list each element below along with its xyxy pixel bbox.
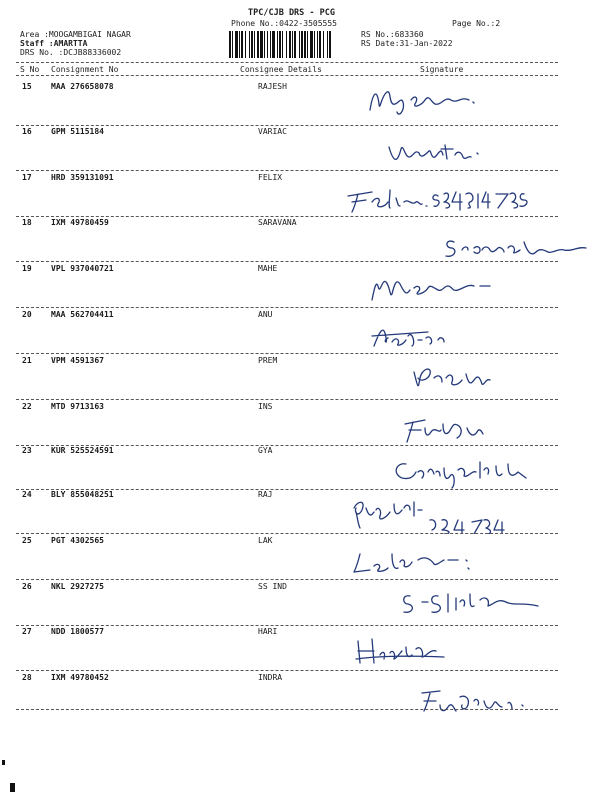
row-serial-number: 21 (22, 356, 32, 365)
row-serial-number: 28 (22, 673, 32, 682)
row-serial-number: 26 (22, 582, 32, 591)
col-sno: S No (20, 65, 40, 74)
row-consignment-number: KUR 525524591 (51, 446, 114, 455)
handwritten-signature (412, 683, 542, 715)
col-consignee-details: Consignee Details (240, 65, 322, 74)
handwritten-signature (388, 450, 548, 490)
handwritten-signature (398, 584, 548, 620)
staff-label: Staff :AMARTTA (20, 39, 88, 48)
row-consignee-name: RAJ (258, 490, 273, 499)
row-consignee-name: MAHE (258, 264, 278, 273)
row-serial-number: 19 (22, 264, 32, 273)
handwritten-signature (385, 139, 505, 169)
row-consignment-number: PGT 4302565 (51, 536, 104, 545)
row-consignee-name: HARI (258, 627, 278, 636)
row-consignee-name: SARAVANA (258, 218, 297, 227)
rs-date: RS Date:31-Jan-2022 (361, 39, 453, 48)
consignment-row (0, 671, 600, 724)
handwritten-signature (338, 180, 598, 216)
row-consignment-number: VPL 937040721 (51, 264, 114, 273)
row-consignment-number: MAA 276658078 (51, 82, 114, 91)
row-consignee-name: ANU (258, 310, 273, 319)
row-consignee-name: LAK (258, 536, 273, 545)
row-serial-number: 24 (22, 490, 32, 499)
handwritten-signature (395, 408, 505, 444)
handwritten-signature (348, 490, 588, 534)
row-serial-number: 22 (22, 402, 32, 411)
row-consignee-name: RAJESH (258, 82, 287, 91)
row-serial-number: 17 (22, 173, 32, 182)
handwritten-signature (352, 631, 462, 665)
scan-speck (10, 783, 15, 792)
row-consignee-name: INS (258, 402, 273, 411)
row-serial-number: 20 (22, 310, 32, 319)
header-rule-bottom (16, 75, 558, 76)
row-consignment-number: VPM 4591367 (51, 356, 104, 365)
row-consignment-number: NKL 2927275 (51, 582, 104, 591)
row-serial-number: 16 (22, 127, 32, 136)
page-number: Page No.:2 (452, 19, 501, 28)
row-consignment-number: MTD 9713163 (51, 402, 104, 411)
row-serial-number: 15 (22, 82, 32, 91)
row-serial-number: 23 (22, 446, 32, 455)
handwritten-signature (408, 360, 508, 390)
handwritten-signature (440, 232, 590, 262)
row-divider (16, 709, 558, 710)
handwritten-signature (368, 266, 508, 306)
barcode (229, 31, 352, 58)
phone-number: Phone No.:0422-3505555 (231, 19, 337, 28)
row-consignee-name: PREM (258, 356, 278, 365)
row-consignee-name: FELIX (258, 173, 283, 182)
row-consignment-number: IXM 49780452 (51, 673, 109, 682)
handwritten-signature (365, 82, 525, 122)
header-rule-top (16, 62, 558, 63)
drs-number: DRS No. :DCJB88336002 (20, 48, 122, 57)
row-consignee-name: SS IND (258, 582, 287, 591)
row-serial-number: 18 (22, 218, 32, 227)
handwritten-signature (350, 544, 500, 576)
col-consignment: Consignment No (51, 65, 119, 74)
row-serial-number: 25 (22, 536, 32, 545)
row-consignment-number: BLY 855048251 (51, 490, 114, 499)
rs-number: RS No.:683360 (361, 30, 424, 39)
row-consignment-number: MAA 562704411 (51, 310, 114, 319)
sheet-title: TPC/CJB DRS - PCG (248, 8, 335, 18)
row-consignment-number: GPM 5115184 (51, 127, 104, 136)
scan-speck (2, 760, 5, 765)
row-consignee-name: VARIAC (258, 127, 287, 136)
row-consignment-number: NDD 1800577 (51, 627, 104, 636)
row-consignment-number: HRD 359131091 (51, 173, 114, 182)
col-signature: Signature (420, 65, 464, 74)
row-consignee-name: GYA (258, 446, 273, 455)
handwritten-signature (368, 316, 458, 350)
row-consignee-name: INDRA (258, 673, 283, 682)
row-serial-number: 27 (22, 627, 32, 636)
row-consignment-number: IXM 49780459 (51, 218, 109, 227)
area-label: Area :MOOGAMBIGAI NAGAR (20, 30, 131, 39)
